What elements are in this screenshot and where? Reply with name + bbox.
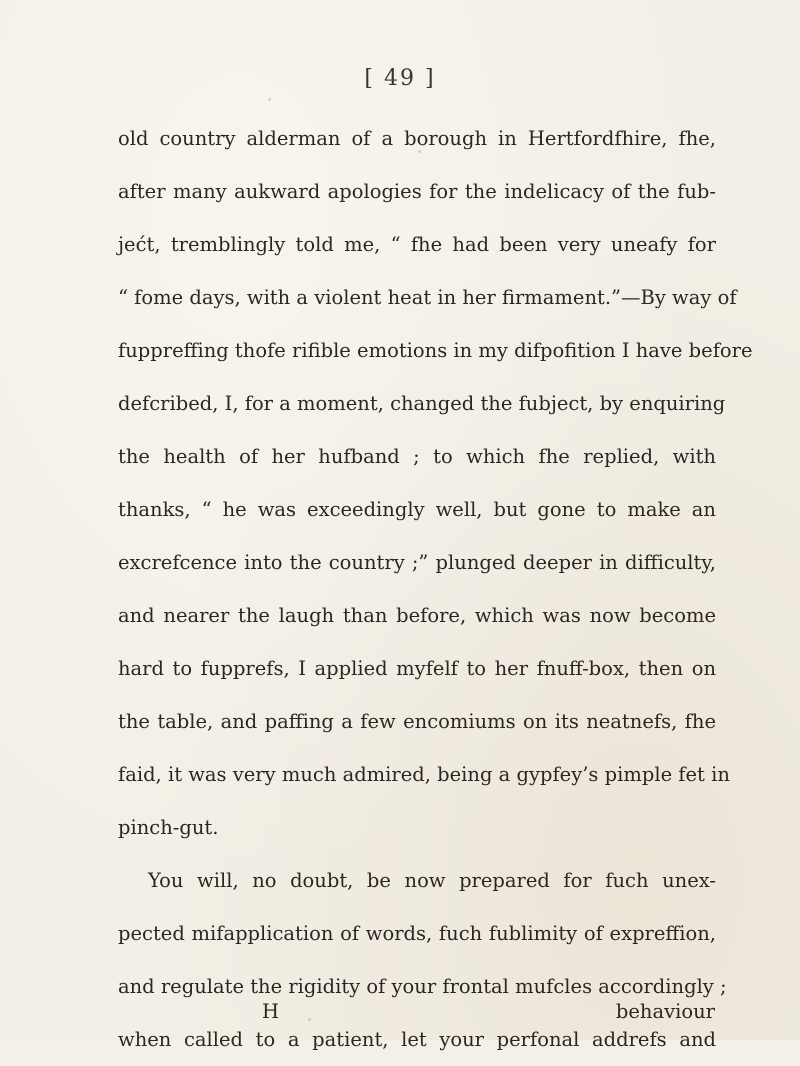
text-line: fuppreffing thofe rifible emotions in my difpofition I have before	[118, 339, 753, 362]
text-line: defcribed, I, for a moment, changed the fubject, by enquiring	[118, 392, 726, 415]
text-line: pected mifapplication of words, fuch fublimity of expreffion,	[118, 922, 716, 945]
text-line: You will, no doubt, be now prepared for fuch unex-	[148, 869, 716, 892]
text-line: excrefcence into the country ;” plunged deeper in difficulty,	[118, 551, 716, 574]
signature-mark: H	[262, 1000, 280, 1023]
catchword: behaviour	[615, 1000, 715, 1023]
text-line: old country alderman of a borough in Hertfordfhire, fhe,	[118, 127, 716, 150]
text-line: thanks, “ he was exceedingly well, but gone to make an	[118, 498, 716, 521]
text-line: pinch-gut.	[118, 816, 219, 839]
text-line: “ fome days, with a violent heat in her firmament.”—By way of	[118, 286, 737, 309]
text-line: jećt, tremblingly told me, “ fhe had been very uneafy for	[118, 233, 716, 256]
body-text	[118, 112, 753, 1066]
text-line: the table, and paffing a few encomiums on its neatnefs, fhe	[118, 710, 716, 733]
text-line: and regulate the rigidity of your frontal mufcles accordingly ;	[118, 975, 727, 998]
page-number: [ 49 ]	[364, 66, 436, 91]
text-line: after many aukward apologies for the indelicacy of the fub-	[118, 180, 716, 203]
paper-speck	[268, 98, 271, 101]
text-line: the health of her hufband ; to which fhe replied, with	[118, 445, 716, 468]
text-line: hard to fupprefs, I applied myfelf to her fnuff-box, then on	[118, 657, 716, 680]
text-line: and nearer the laugh than before, which was now become	[118, 604, 716, 627]
text-line: when called to a patient, let your perfonal addrefs and	[118, 1028, 716, 1051]
text-line: faid, it was very much admired, being a gypfey’s pimple fet in	[118, 763, 730, 786]
